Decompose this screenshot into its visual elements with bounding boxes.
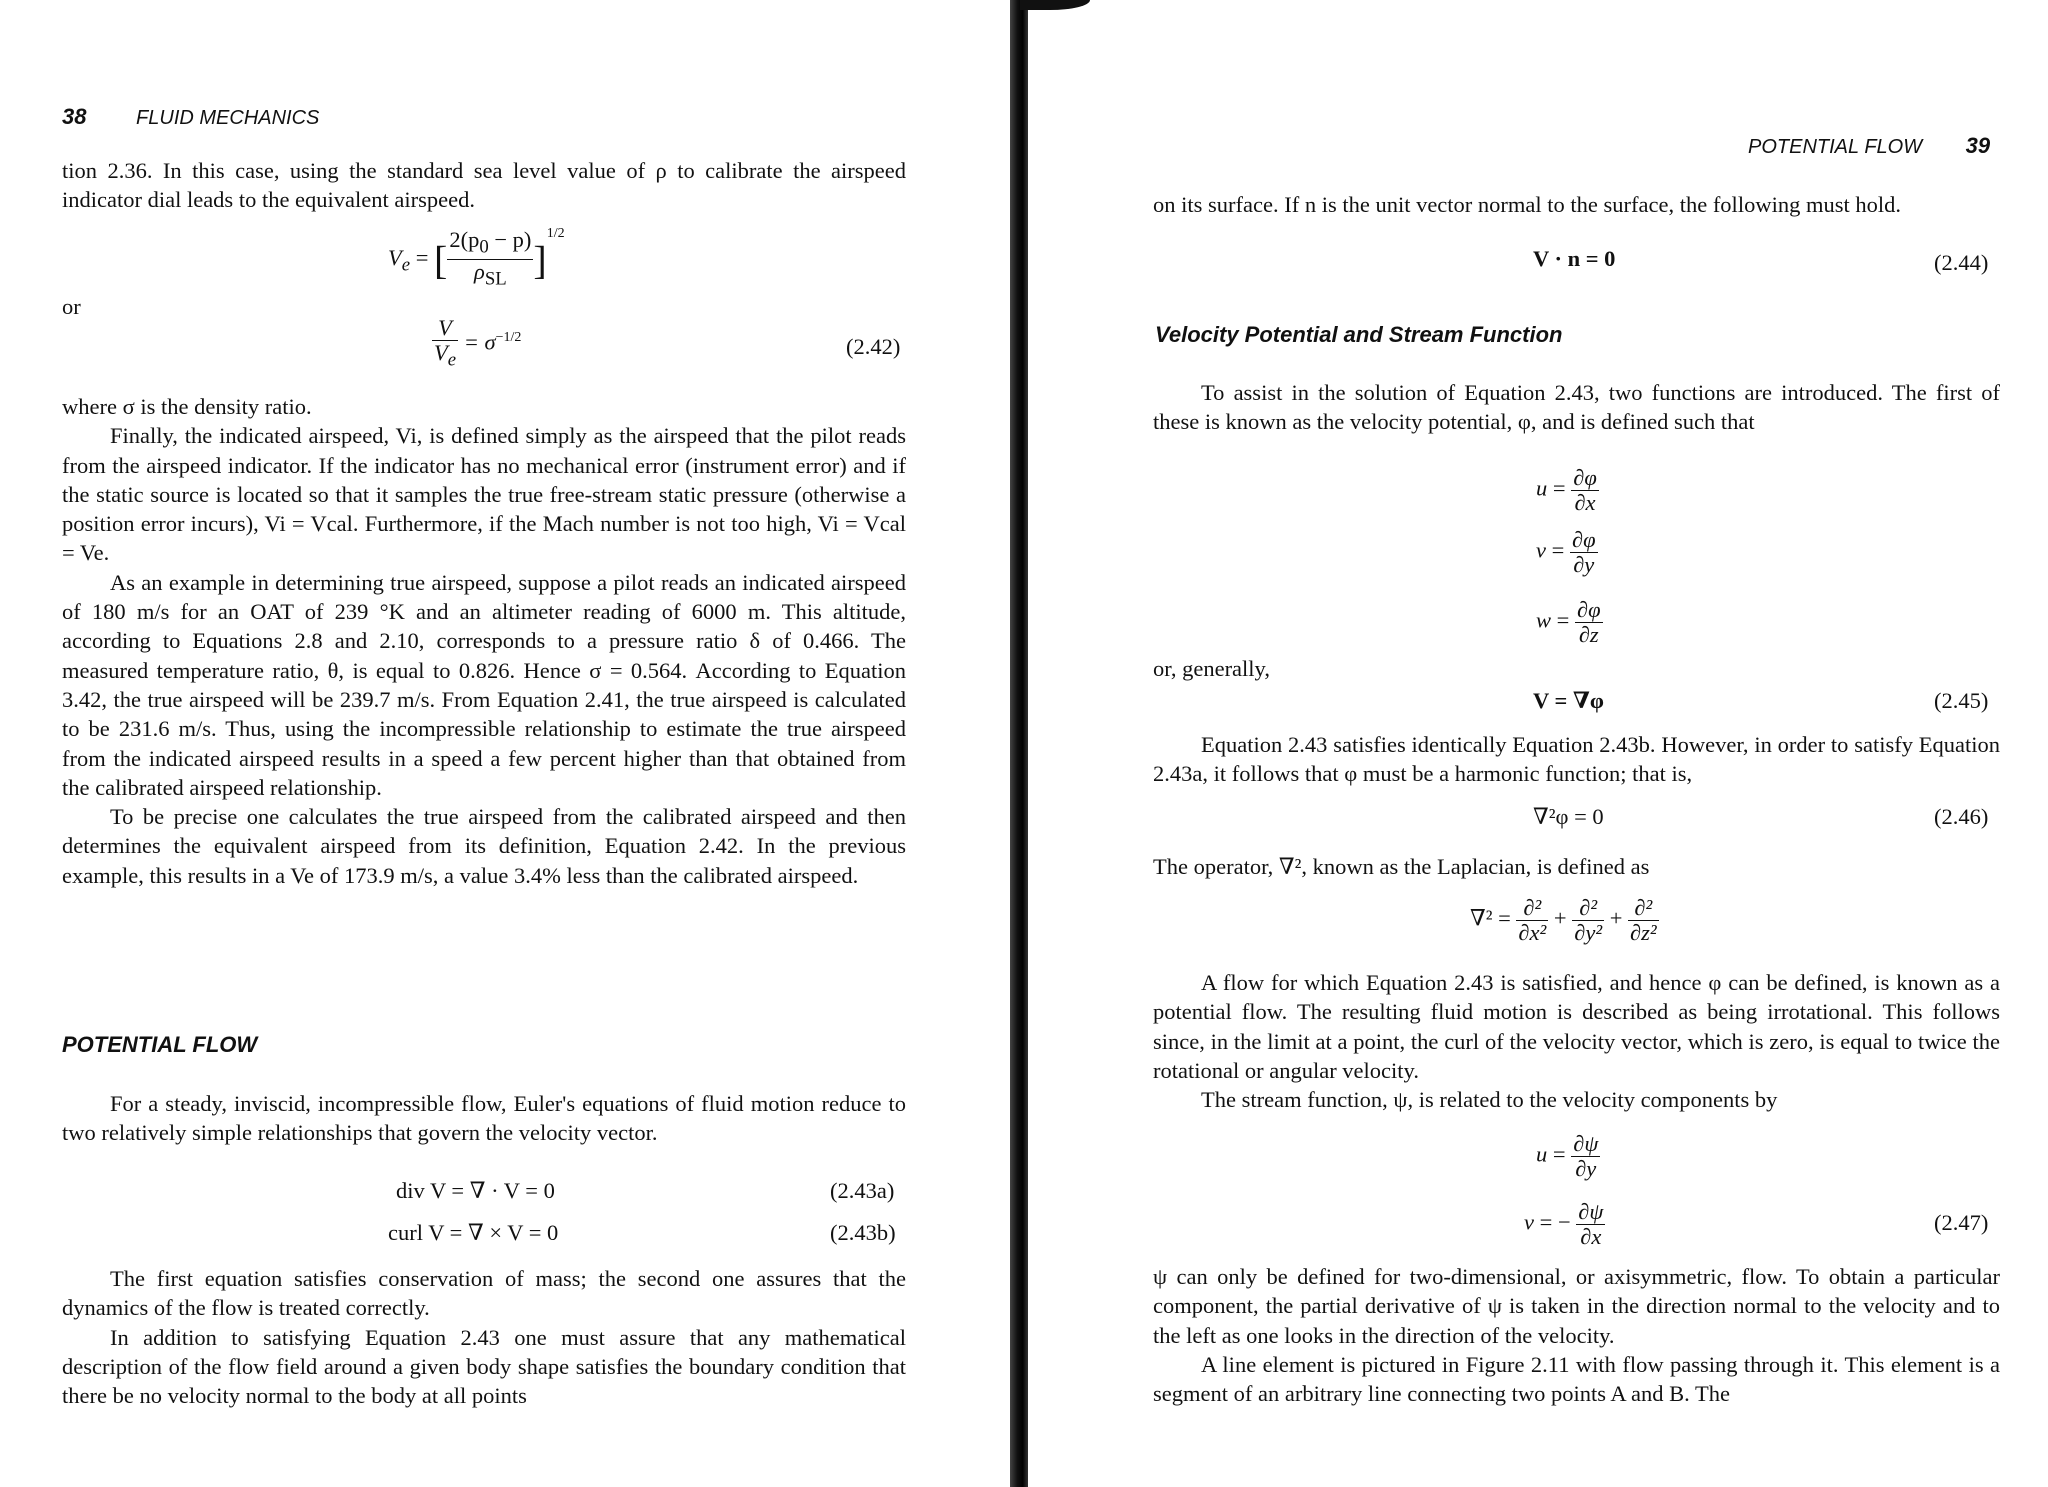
equation-2-44: V · n = 0 [1533, 246, 1616, 271]
right-para-velocity-potential: To assist in the solution of Equation 2.43, two functions are introduced. The first of these is known as the velocity potential, φ, and is defined such that [1153, 380, 2000, 435]
right-para-top: on its surface. If n is the unit vector normal to the surface, the following must hold. [1153, 192, 1901, 217]
right-para-laplacian: The operator, ∇², known as the Laplacian, is defined as [1153, 854, 1650, 879]
or-label: or [62, 294, 81, 319]
left-para-mid: where σ is the density ratio. Finally, the indicated airspeed, Vi, is defined simply as the airspeed that the pilot reads from the airspeed indicator. If the indicator has no mechanical error (instrument error) and if the static source is located so that it samples the true free-stream static pressure (otherwise a position error incurs), Vi = Vcal. Furthermore, if the Mach number is not too high, Vi = Vcal = Ve. As an example in determining true airspeed, suppose a pilot reads an indicated airspeed of 180 m/s for an OAT of 239 °K and an altimeter reading of 6000 m. This altitude, according to Equations 2.8 and 2.10, corresponds to a pressure ratio δ of 0.466. The measured temperature ratio, θ, is equal to 0.826. Hence σ = 0.564. According to Equation 3.42, the true airspeed will be 239.7 m/s. From Equation 2.41, the true airspeed is calculated to be 231.6 m/s. Thus, using the incompressible relationship to estimate the true airspeed from the indicated airspeed results in a speed a few percent higher than that obtained from the calibrated airspeed relationship. To be precise one calculates the true airspeed from the calibrated airspeed and then determines the equivalent airspeed from its definition, Equation 2.42. In the previous example, this results in a Ve of 173.9 m/s, a value 3.4% less than the calibrated airspeed. [62, 394, 906, 888]
equation-v-dphi: v = $\frac{\partial\varphi}{\partial y}$ [1536, 527, 1596, 577]
section-heading-potential-flow: POTENTIAL FLOW [62, 1032, 258, 1057]
equation-2-46: ∇²φ = 0 [1533, 804, 1604, 829]
left-para-potential-flow: For a steady, inviscid, incompressible flow, Euler's equations of fluid motion reduce to two relatively simple relationships that govern the velocity vector. [62, 1091, 906, 1146]
equation-v-dpsi: v = − $\frac{\partial\psi}{\partial x}$ [1524, 1199, 1604, 1249]
right-para-harmonic: Equation 2.43 satisfies identically Equation 2.43b. However, in order to satisfy Equation 2.43a, it follows that φ must be a harmonic function; that is, [1153, 732, 2000, 787]
equation-w-dphi: w = $\frac{\partial\varphi}{\partial z}$ [1536, 597, 1601, 647]
equation-number-2-45: (2.45) [1934, 688, 1989, 713]
subheading-velocity-potential: Velocity Potential and Stream Function [1155, 322, 1563, 347]
equation-number-2-43b: (2.43b) [830, 1220, 896, 1245]
equation-ve: $V_e$ = [ $\frac{2(p_0 - p)}{\rho_{SL}}$ ]$^{1/2}$ [388, 226, 565, 290]
equation-2-43b: curl V = ∇ × V = 0 [388, 1220, 559, 1245]
right-page [1028, 0, 2048, 1487]
or-generally-label: or, generally, [1153, 656, 1270, 681]
left-para-end: The first equation satisfies conservation of mass; the second one assures that the dynamics of the flow is treated correctly. In addition to satisfying Equation 2.43 one must assure that any mathematical description of the flow field around a given body shape satisfies the boundary condition that there be no velocity normal to the body at all points [62, 1266, 906, 1409]
left-para-top: tion 2.36. In this case, using the standard sea level value of ρ to calibrate the airspeed indicator dial leads to the equivalent airspeed. [62, 158, 906, 213]
right-page-number: 39 [1965, 133, 1991, 158]
left-page [0, 0, 1010, 1487]
right-para-flow: A flow for which Equation 2.43 is satisfied, and hence φ can be defined, is known as a potential flow. The resulting fluid motion is described as being irrotational. This follows since, in the limit at a point, the curl of the velocity vector, which is zero, is equal to twice the rotational or angular velocity. The stream function, ψ, is related to the velocity components by [1153, 970, 2000, 1113]
right-running-header [1748, 133, 1990, 159]
book-spine [1010, 0, 1028, 1487]
left-running-header [62, 104, 319, 130]
equation-u-dphi: u = $\frac{\partial\varphi}{\partial x}$ [1536, 465, 1597, 515]
left-page-number: 38 [62, 104, 87, 129]
equation-2-45: V = ∇φ [1533, 688, 1604, 713]
left-header-title: FLUID MECHANICS [136, 107, 320, 129]
equation-number-2-44: (2.44) [1934, 250, 1989, 275]
equation-u-dpsi: u = $\frac{\partial\psi}{\partial y}$ [1536, 1131, 1599, 1181]
equation-number-2-43a: (2.43a) [830, 1178, 895, 1203]
equation-laplacian: ∇² = $\frac{\text{∂²}}{\text{∂x²}}$ + $\frac{\text{∂²}}{\text{∂y²}}$ + $\frac{\text{∂²}}{\text{∂z²}}$ [1470, 895, 1657, 945]
equation-number-2-47: (2.47) [1934, 1210, 1989, 1235]
equation-number-2-46: (2.46) [1934, 804, 1989, 829]
right-para-end: ψ can only be defined for two-dimensional, or axisymmetric, flow. To obtain a particular component, the partial derivative of ψ is taken in the direction normal to the velocity and to the left as one looks in the direction of the velocity. A line element is pictured in Figure 2.11 with flow passing through it. This element is a segment of an arbitrary line connecting two points A and B. The [1153, 1264, 2000, 1407]
equation-2-43a: div V = ∇ · V = 0 [396, 1178, 555, 1203]
equation-2-42: $\frac{V}{V_e}$ = $\sigma^{-1/2}$ [434, 315, 522, 371]
equation-number-2-42: (2.42) [846, 334, 901, 359]
right-header-title: POTENTIAL FLOW [1748, 136, 1923, 158]
